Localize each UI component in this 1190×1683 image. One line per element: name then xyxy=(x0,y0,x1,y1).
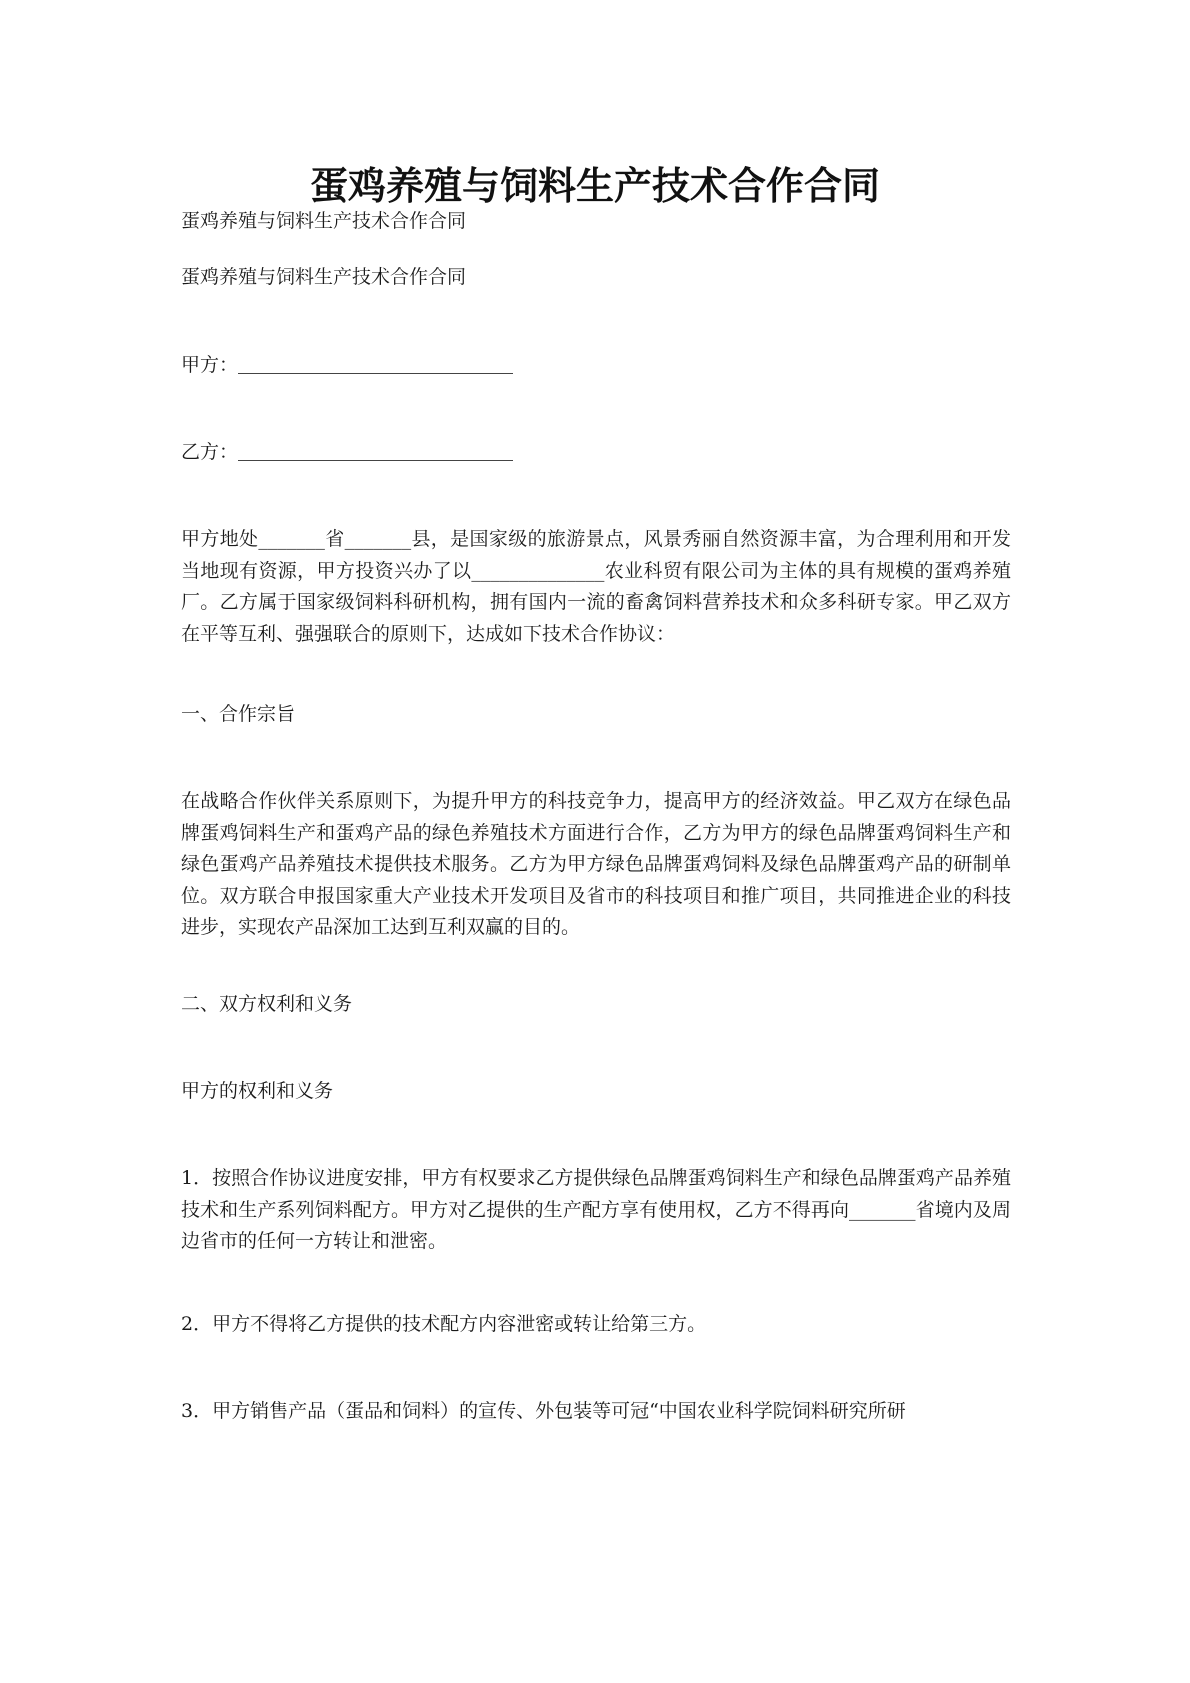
section-2-heading: 二、双方权利和义务 xyxy=(181,993,353,1015)
subtitle-line-2: 蛋鸡养殖与饲料生产技术合作合同 xyxy=(181,266,467,288)
subtitle-line-1: 蛋鸡养殖与饲料生产技术合作合同 xyxy=(181,210,467,232)
intro-paragraph: 甲方地处_______省_______县，是国家级的旅游景点，风景秀丽自然资源丰富，为合理利用和开发当地现有资源，甲方投资兴办了以______________农业科贸有限公司为主体的具有规模的蛋鸡养殖厂。乙方属于国家级饲料科研机构，拥有国内一流的畜禽饲料营养技术和众多科研专家。甲乙双方在平等互利、强强联合的原则下，达成如下技术合作协议： xyxy=(181,528,1011,645)
clause-item-2: 2．甲方不得将乙方提供的技术配方内容泄密或转让给第三方。 xyxy=(181,1313,707,1335)
party-a-blank xyxy=(238,353,513,374)
party-b-label: 乙方： xyxy=(181,441,239,463)
clause-item-1: 1．按照合作协议进度安排，甲方有权要求乙方提供绿色品牌蛋鸡饲料生产和绿色品牌蛋鸡产品养殖技术和生产系列饲料配方。甲方对乙提供的生产配方享有使用权，乙方不得再向_______省境内及周边省市的任何一方转让和泄密。 xyxy=(181,1167,1011,1252)
section-1-heading: 一、合作宗旨 xyxy=(181,703,296,725)
section-1-paragraph: 在战略合作伙伴关系原则下，为提升甲方的科技竞争力，提高甲方的经济效益。甲乙双方在绿色品牌蛋鸡饲料生产和蛋鸡产品的绿色养殖技术方面进行合作，乙方为甲方的绿色品牌蛋鸡饲料生产和绿色蛋鸡产品养殖技术提供技术服务。乙方为甲方绿色品牌蛋鸡饲料及绿色品牌蛋鸡产品的研制单位。双方联合申报国家重大产业技术开发项目及省市的科技项目和推广项目，共同推进企业的科技进步，实现农产品深加工达到互利双赢的目的。 xyxy=(181,790,1011,938)
clause-item-3: 3．甲方销售产品（蛋品和饲料）的宣传、外包装等可冠“中国农业科学院饲料研究所研 xyxy=(181,1400,906,1422)
party-a-label: 甲方： xyxy=(181,354,239,376)
party-a-line xyxy=(181,350,1011,381)
party-b-blank xyxy=(238,440,513,461)
party-a-rights-heading: 甲方的权利和义务 xyxy=(181,1080,334,1102)
document-title: 蛋鸡养殖与饲料生产技术合作合同 xyxy=(309,163,880,208)
party-b-line xyxy=(181,437,1011,468)
